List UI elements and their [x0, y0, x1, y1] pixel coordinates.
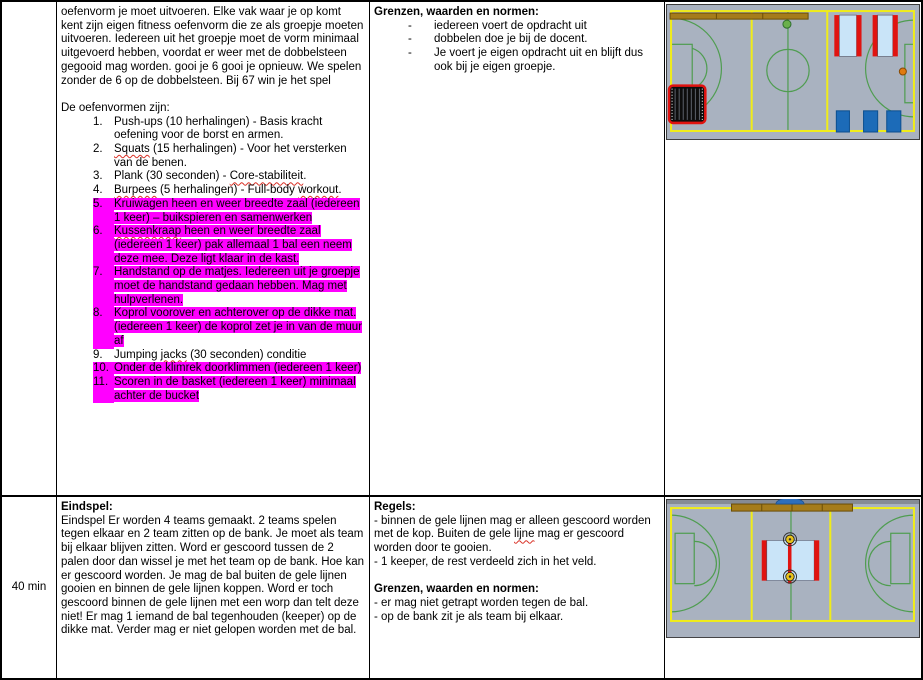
gym-hall-diagram-fitness — [666, 4, 920, 140]
thick-mat-2-icon — [873, 15, 898, 56]
thick-mat-1-icon — [834, 15, 861, 56]
text-segment: Burpees — [114, 184, 157, 197]
exercise-number: 1. — [93, 115, 103, 128]
exercise-item — [61, 266, 365, 307]
bullet-dash: - — [408, 47, 412, 60]
eindspel-heading: Eindspel: — [61, 501, 113, 513]
text-segment: . — [338, 184, 342, 197]
text-segment: Squats — [114, 143, 150, 156]
text-segment: jacks — [160, 348, 187, 361]
exercise-item — [61, 362, 365, 376]
regels-cell — [370, 497, 665, 678]
exercise-item — [61, 116, 365, 143]
exercise-number: 7. — [93, 266, 114, 307]
exercise-item — [61, 170, 365, 184]
exercise-number: 5. — [93, 198, 114, 225]
exercise-item — [61, 376, 365, 403]
text-segment: - er mag niet getrapt worden tegen de bal. — [374, 596, 589, 609]
gym-hall-diagram-eindspel — [666, 499, 920, 638]
text-segment: Kussenkraap — [114, 225, 182, 238]
bullet-item — [374, 47, 660, 74]
exercise-number: 8. — [93, 307, 114, 348]
exercise-number: 10. — [93, 362, 114, 376]
exercise-number: 3. — [93, 170, 103, 183]
exercise-number: 2. — [93, 143, 103, 156]
bullet-item — [374, 33, 660, 47]
text-segment: - 1 keeper, de rest verdeeld zich in het veld. — [374, 555, 597, 568]
exercise-item — [61, 349, 365, 363]
blank-line — [61, 88, 365, 102]
eindspel-paragraph: Eindspel Er worden 4 teams gemaakt. 2 teams spelen tegen elkaar en 2 team zitten op de bank. Je moet als team bij elkaar blijven zitten. Word er gescoord tussen de 2 palen door dan wissel je met het team op de bank. Hoe kan er gescoord worden. Je mag de bal buiten de gele lijnen gooien en binnen de gele lijnen koppen. Word er toch gescoord binnen de gele lijnen met een worp dan telt deze niet! Er mag 1 iemand de bal tegenhouden (keeper) op de dikke mat. Verder mag er niet gelopen worden met de bal. — [61, 514, 365, 637]
text-segment: (15 herhalingen) - Voor het versterken van de benen. — [114, 143, 347, 169]
grenzen-heading-row1: Grenzen, waarden en normen: — [374, 6, 539, 18]
bullet-text: dobbelen doe je bij de docent. — [434, 33, 588, 46]
text-segment: Scoren in de basket (iedereen 1 keer) minimaal achter de bucket — [114, 375, 356, 402]
exercise-item — [61, 225, 365, 266]
bullet-text: iedereen voert de opdracht uit — [434, 19, 587, 32]
description-cell-fitness — [57, 2, 370, 497]
exercise-text — [114, 184, 365, 198]
text-segment: Core-stabiliteit — [229, 170, 304, 183]
diagram-cell-fitness — [665, 2, 921, 497]
orange-ball-icon — [899, 68, 906, 75]
bench-icon — [670, 13, 808, 19]
text-segment: lijne — [514, 528, 535, 541]
exercise-text — [114, 376, 365, 403]
fitness-intro-paragraph: oefenvorm je moet uitvoeren. Elke vak waar je op komt kent zijn eigen fitness oefenvorm die ze als groepje moeten uitvoeren. Iedereen uit het groepje moet de vorm minimaal uitgevoerd hebben, voordat er weer met de dobbelsteen gegooid mag worden. gooi je 6 gooi je opnieuw. We spelen zonder de 6 op de dobbelsteen. Bij 67 win je het spel — [61, 6, 364, 87]
grenzen-lines-row2 — [374, 597, 660, 624]
exercise-list-intro: De oefenvormen zijn: — [61, 101, 170, 114]
time-cell-row1 — [2, 2, 57, 497]
rule-line — [374, 611, 660, 625]
grenzen-heading-row2: Grenzen, waarden en normen: — [374, 583, 539, 596]
description-cell-eindspel — [57, 497, 370, 678]
bullet-text: Je voert je eigen opdracht uit en blijft dus ook bij je eigen groepje. — [434, 47, 644, 73]
text-segment: Koprol voorover en achterover op de dikke mat. (iedereen 1 keer) de koprol zet je in van de muur af — [114, 307, 363, 347]
exercise-text — [114, 116, 365, 143]
bullet-dash: - — [408, 19, 412, 32]
exercise-item — [61, 143, 365, 170]
exercise-number: 11. — [93, 376, 114, 403]
exercise-number: 6. — [93, 225, 114, 266]
text-segment: Jumping — [114, 348, 161, 361]
exercise-text — [114, 170, 365, 184]
time-cell-row2 — [2, 497, 57, 678]
grenzen-cell-row1 — [370, 2, 665, 497]
exercise-text — [114, 349, 365, 363]
duration-label: 40 min — [11, 580, 47, 593]
text-segment: . — [303, 170, 307, 183]
text-segment: (5 herhalingen) - Full-body — [156, 184, 299, 197]
text-segment: - op de bank zit je als team bij elkaar. — [374, 610, 564, 623]
rule-line — [374, 597, 660, 611]
exercise-item — [61, 307, 365, 348]
text-segment: Handstand op de matjes. Iedereen uit je groepje moet de handstand gedaan hebben. Mag met hulpverlenen. — [114, 266, 360, 306]
grenzen-bullet-list — [374, 20, 660, 75]
bullet-dash: - — [408, 33, 412, 46]
exercise-text — [114, 143, 365, 170]
diagram-cell-eindspel — [665, 497, 921, 678]
blank-line — [374, 570, 660, 584]
exercise-list — [61, 116, 365, 404]
exercise-text — [114, 198, 365, 225]
text-segment: - binnen de gele lijnen mag er alleen gescoord worden met de kop. Buiten de gele — [374, 514, 651, 541]
klimrek-icon — [669, 86, 705, 123]
green-ball-icon — [783, 20, 791, 28]
regels-heading: Regels: — [374, 501, 416, 513]
text-segment: (30 seconden) conditie — [186, 348, 307, 361]
exercise-text — [114, 307, 365, 348]
exercise-item — [61, 184, 365, 198]
text-segment: Plank (30 seconden) - — [114, 170, 230, 183]
text-segment: Onder de klimrek doorklimmen (iedereen 1 keer) — [114, 362, 362, 375]
bullet-item — [374, 20, 660, 34]
exercise-number: 4. — [93, 184, 103, 197]
exercise-text — [114, 266, 365, 307]
exercise-item — [61, 198, 365, 225]
text-segment: Kruiwagen heen en weer breedte zaal (iedereen 1 keer) – buikspieren en samenwerken — [114, 197, 360, 224]
exercise-text — [114, 362, 365, 376]
bench-icon — [732, 504, 853, 511]
small-blue-mats-icon — [836, 111, 901, 132]
exercise-text — [114, 225, 365, 266]
rule-line — [374, 556, 660, 570]
text-segment: mag er gescoord worden door te gooien. — [374, 528, 624, 555]
rule-line — [374, 515, 660, 556]
keeper-half-circle-icon — [776, 499, 804, 504]
text-segment: heen en weer breedte zaal (iedereen 1 keer) pak allemaal 1 bal een neem deze mee. Deze ligt klaar in de kast. — [114, 225, 352, 265]
text-segment: Push-ups (10 herhalingen) - Basis kracht oefening voor de borst en armen. — [114, 115, 323, 142]
regels-lines — [374, 515, 660, 570]
text-segment: workout — [298, 184, 339, 197]
exercise-number: 9. — [93, 348, 103, 361]
